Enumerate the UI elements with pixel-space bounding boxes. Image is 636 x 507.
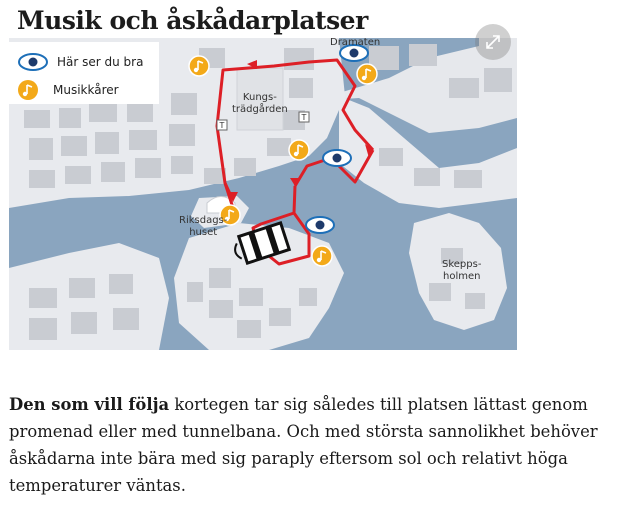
article-lead: Den som vill följa — [9, 395, 170, 414]
svg-text:T: T — [301, 113, 307, 122]
music-note-icon — [312, 246, 332, 266]
map-legend — [9, 42, 159, 104]
eye-icon — [306, 217, 334, 233]
place-label-riksdagshuset: Riksdags- huset — [179, 215, 228, 238]
article-paragraph — [9, 391, 629, 499]
music-note-icon — [189, 56, 209, 76]
eye-icon — [323, 150, 351, 166]
expand-icon — [483, 32, 503, 52]
article-text: kortegen tar sig således till platsen lättast genom promenad eller med tunnelbana. Och med största sannolikhet behöver åskådarna inte bära med sig paraply eftersom sol och relativt höga temperaturer väntas. — [9, 395, 598, 495]
music-note-icon — [17, 79, 39, 101]
legend-label-viewing: Här ser du bra — [57, 55, 144, 69]
legend-item-viewing — [17, 50, 143, 74]
music-note-icon — [357, 64, 377, 84]
svg-text:T: T — [219, 121, 225, 130]
place-label-dramaten: Dramaten — [330, 37, 381, 48]
map-figure — [9, 0, 517, 350]
place-label-kungstradgarden: Kungs- trädgården — [232, 92, 288, 115]
expand-map-button[interactable] — [475, 24, 511, 60]
legend-label-music: Musikkårer — [53, 83, 119, 97]
map-title: Musik och åskådarplatser — [17, 6, 368, 35]
legend-item-music — [17, 78, 119, 102]
place-label-skeppsholmen: Skepps- holmen — [442, 259, 482, 282]
music-note-icon — [289, 140, 309, 160]
eye-icon — [17, 52, 49, 72]
